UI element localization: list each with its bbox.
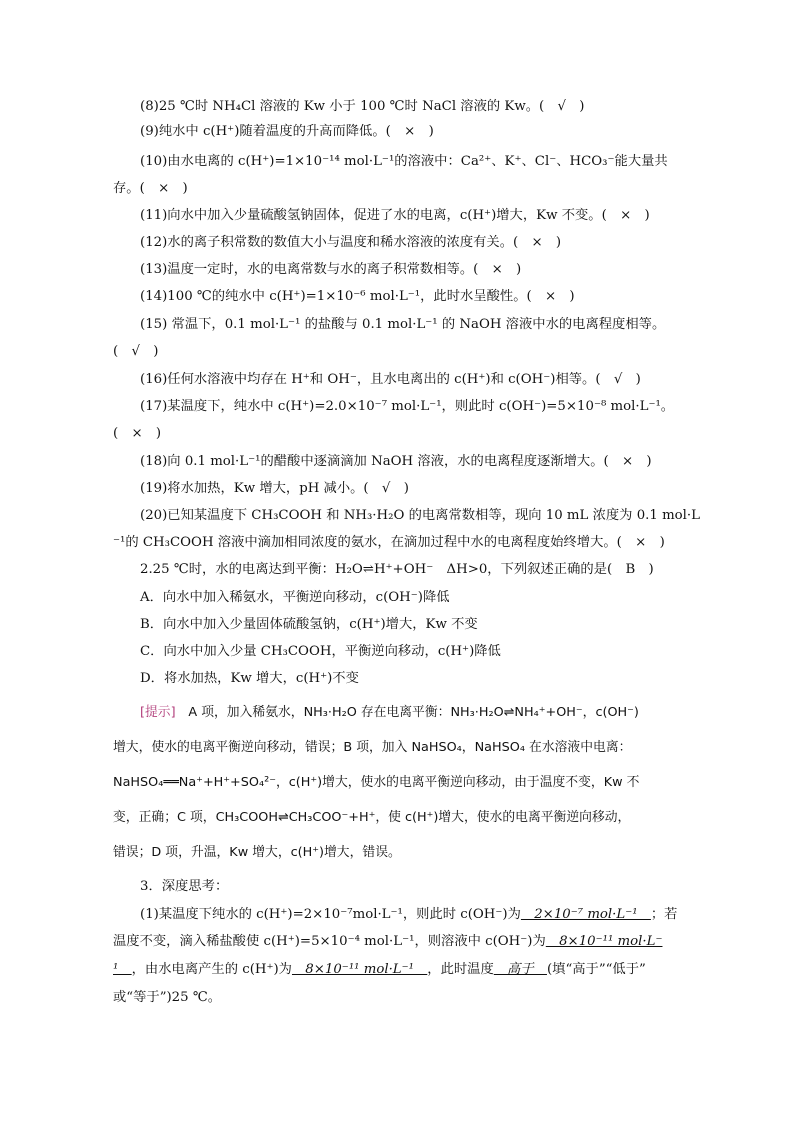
deep-q1-line-2 <box>113 932 688 952</box>
deep-text: (1)某温度下纯水的 c(H⁺)=2×10⁻⁷mol·L⁻¹，则此时 c(OH⁻)为 <box>140 907 521 922</box>
item-10-cont: 存。( × ) <box>113 181 188 196</box>
hint-label: [提示] <box>140 705 176 720</box>
hint-line-4: 变，正确；C 项，CH₃COOH⇌CH₃COO⁻+H⁺，使 c(H⁺)增大，使水的电离平衡逆向移动， <box>113 810 631 825</box>
hint-line-5: 错误；D 项，升温，Kw 增大，c(H⁺)增大，错误。 <box>113 845 401 860</box>
item-15: (15) 常温下，0.1 mol·L⁻¹ 的盐酸与 0.1 mol·L⁻¹ 的 NaOH 溶液中水的电离程度相等。 <box>140 317 666 332</box>
deep-text: ，此时温度 <box>427 962 494 977</box>
item-17: (17)某温度下，纯水中 c(H⁺)=2.0×10⁻⁷ mol·L⁻¹，则此时 c(OH⁻)=5×10⁻⁸ mol·L⁻¹。 <box>140 399 675 414</box>
deep-q1-line-3 <box>113 960 688 980</box>
answer-blank-2-cont: ¹ <box>113 962 132 977</box>
deep-q1-line-1 <box>140 905 688 925</box>
option-a: A．向水中加入稀氨水，平衡逆向移动，c(OH⁻)降低 <box>140 590 450 605</box>
item-20-cont: ⁻¹的 CH₃COOH 溶液中滴加相同浓度的氨水，在滴加过程中水的电离程度始终增大。( × ) <box>113 535 665 550</box>
question-2-stem: 2.25 ℃时，水的电离达到平衡：H₂O⇌H⁺+OH⁻ ΔH>0，下列叙述正确的是( B ) <box>140 562 654 577</box>
deep-text: 温度不变，滴入稀盐酸使 c(H⁺)=5×10⁻⁴ mol·L⁻¹，则溶液中 c(OH⁻)为 <box>113 934 546 949</box>
option-c: C．向水中加入少量 CH₃COOH，平衡逆向移动，c(H⁺)降低 <box>140 644 501 659</box>
answer-blank-1: 2×10⁻⁷ mol·L⁻¹ <box>520 907 651 922</box>
option-d: D．将水加热，Kw 增大，c(H⁺)不变 <box>140 671 359 686</box>
hint-line-2: 增大，使水的电离平衡逆向移动，错误；B 项，加入 NaHSO₄，NaHSO₄ 在水溶液中电离： <box>113 740 632 755</box>
option-b: B．向水中加入少量固体硫酸氢钠，c(H⁺)增大，Kw 不变 <box>140 617 478 632</box>
deep-text: ；若 <box>650 907 678 922</box>
answer-blank-4: 高于 <box>493 962 547 977</box>
item-19: (19)将水加热，Kw 增大，pH 减小。( √ ) <box>140 481 409 496</box>
item-18: (18)向 0.1 mol·L⁻¹的醋酸中逐滴滴加 NaOH 溶液，水的电离程度逐渐增大。( × ) <box>140 454 652 469</box>
deep-text: (填“高于”“低于” <box>546 962 646 977</box>
deep-q1-line-4: 或“等于”)25 ℃。 <box>113 990 221 1005</box>
item-16: (16)任何水溶液中均存在 H⁺和 OH⁻，且水电离出的 c(H⁺)和 c(OH⁻)相等。( √ ) <box>140 372 641 387</box>
hint-text-1: A 项，加入稀氨水，NH₃·H₂O 存在电离平衡：NH₃·H₂O⇌NH₄⁺+OH⁻，c(OH⁻) <box>175 705 639 720</box>
item-9: (9)纯水中 c(H⁺)随着温度的升高而降低。( × ) <box>140 124 434 139</box>
deep-text: ，由水电离产生的 c(H⁺)为 <box>131 962 292 977</box>
item-15-cont: ( √ ) <box>113 344 159 359</box>
item-14: (14)100 ℃的纯水中 c(H⁺)=1×10⁻⁶ mol·L⁻¹，此时水呈酸性。( × ) <box>140 289 575 304</box>
item-17-cont: ( × ) <box>113 426 162 441</box>
answer-blank-2: 8×10⁻¹¹ mol·L⁻ <box>545 934 663 949</box>
item-12: (12)水的离子积常数的数值大小与温度和稀水溶液的浓度有关。( × ) <box>140 235 562 250</box>
hint-line-1 <box>140 703 688 723</box>
answer-blank-3: 8×10⁻¹¹ mol·L⁻¹ <box>291 962 428 977</box>
item-8: (8)25 ℃时 NH₄Cl 溶液的 Kw 小于 100 ℃时 NaCl 溶液的 Kw。( √ ) <box>140 99 585 114</box>
item-11: (11)向水中加入少量硫酸氢钠固体，促进了水的电离，c(H⁺)增大，Kw 不变。( × ) <box>140 208 650 223</box>
item-13: (13)温度一定时，水的电离常数与水的离子积常数相等。( × ) <box>140 262 522 277</box>
item-10: (10)由水电离的 c(H⁺)=1×10⁻¹⁴ mol·L⁻¹的溶液中：Ca²⁺、K⁺、Cl⁻、HCO₃⁻能大量共 <box>140 154 668 169</box>
hint-line-3: NaHSO₄══Na⁺+H⁺+SO₄²⁻，c(H⁺)增大，使水的电离平衡逆向移动，由于温度不变，Kw 不 <box>113 775 640 790</box>
deep-thinking-heading: 3．深度思考： <box>140 879 229 894</box>
item-20: (20)已知某温度下 CH₃COOH 和 NH₃·H₂O 的电离常数相等，现向 10 mL 浓度为 0.1 mol·L <box>140 508 700 523</box>
